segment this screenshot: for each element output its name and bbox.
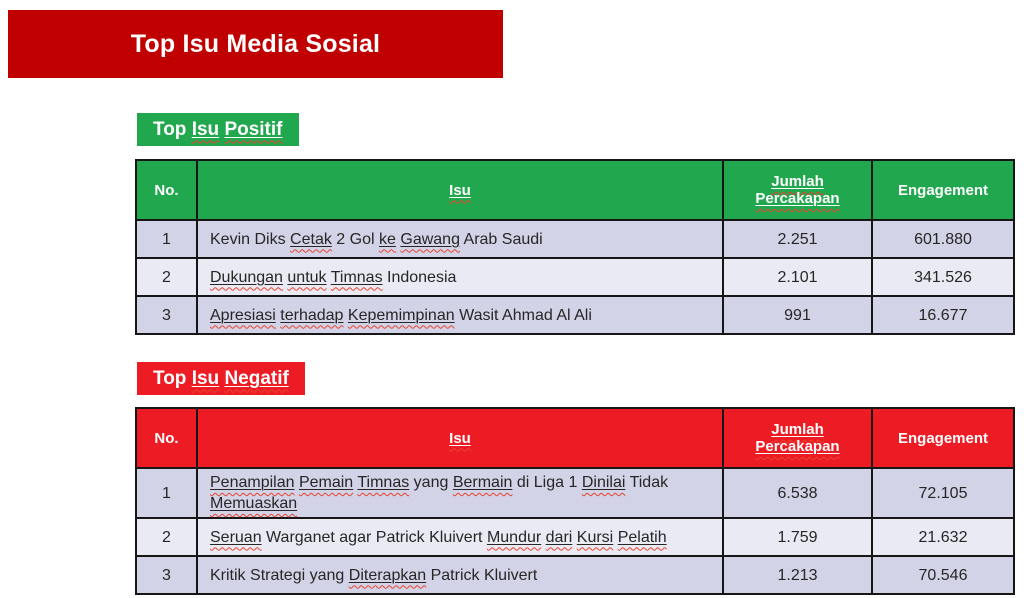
table-row bbox=[136, 220, 1014, 258]
negative-section-label-text: Top Isu Negatif bbox=[153, 367, 289, 389]
col-header-no: No. bbox=[136, 160, 197, 220]
row-number-cell: 2 bbox=[136, 518, 197, 556]
col-header-engagement: Engagement bbox=[872, 408, 1014, 468]
engagement-cell: 341.526 bbox=[872, 258, 1014, 296]
engagement-cell: 72.105 bbox=[872, 468, 1014, 518]
negative-issues-table bbox=[135, 407, 1015, 595]
col-header-issue: Isu bbox=[197, 408, 723, 468]
row-number-cell: 1 bbox=[136, 468, 197, 518]
col-header-engagement: Engagement bbox=[872, 160, 1014, 220]
row-number-cell: 3 bbox=[136, 296, 197, 334]
conversation-count-cell: 991 bbox=[723, 296, 872, 334]
issue-cell: Dukungan untuk Timnas Indonesia bbox=[197, 258, 723, 296]
issue-cell: Penampilan Pemain Timnas yang Bermain di Liga 1 Dinilai Tidak Memuaskan bbox=[197, 468, 723, 518]
page-title: Top Isu Media Sosial bbox=[130, 29, 381, 58]
negative-section-label bbox=[137, 362, 305, 395]
issue-cell: Kevin Diks Cetak 2 Gol ke Gawang Arab Saudi bbox=[197, 220, 723, 258]
row-number-cell: 2 bbox=[136, 258, 197, 296]
issue-cell: Seruan Warganet agar Patrick Kluivert Mundur dari Kursi Pelatih bbox=[197, 518, 723, 556]
table-row bbox=[136, 518, 1014, 556]
positive-header-row bbox=[136, 160, 1014, 220]
negative-header-row bbox=[136, 408, 1014, 468]
conversation-count-cell: 1.213 bbox=[723, 556, 872, 594]
engagement-cell: 16.677 bbox=[872, 296, 1014, 334]
col-header-no: No. bbox=[136, 408, 197, 468]
engagement-cell: 70.546 bbox=[872, 556, 1014, 594]
conversation-count-cell: 2.101 bbox=[723, 258, 872, 296]
report-title-banner bbox=[8, 10, 503, 78]
row-number-cell: 1 bbox=[136, 220, 197, 258]
table-row bbox=[136, 258, 1014, 296]
positive-section-label-text: Top Isu Positif bbox=[153, 118, 283, 140]
engagement-cell: 601.880 bbox=[872, 220, 1014, 258]
issue-cell: Apresiasi terhadap Kepemimpinan Wasit Ahmad Al Ali bbox=[197, 296, 723, 334]
engagement-cell: 21.632 bbox=[872, 518, 1014, 556]
negative-issues-section bbox=[135, 362, 1015, 595]
col-header-issue: Isu bbox=[197, 160, 723, 220]
col-header-conversation-count: Jumlah Percakapan bbox=[723, 160, 872, 220]
positive-issues-table bbox=[135, 159, 1015, 335]
conversation-count-cell: 6.538 bbox=[723, 468, 872, 518]
issue-cell: Kritik Strategi yang Diterapkan Patrick Kluivert bbox=[197, 556, 723, 594]
positive-issues-section bbox=[135, 113, 1015, 335]
conversation-count-cell: 2.251 bbox=[723, 220, 872, 258]
conversation-count-cell: 1.759 bbox=[723, 518, 872, 556]
col-header-conversation-count: Jumlah Percakapan bbox=[723, 408, 872, 468]
table-row bbox=[136, 296, 1014, 334]
table-row bbox=[136, 468, 1014, 518]
positive-section-label bbox=[137, 113, 299, 146]
row-number-cell: 3 bbox=[136, 556, 197, 594]
table-row bbox=[136, 556, 1014, 594]
